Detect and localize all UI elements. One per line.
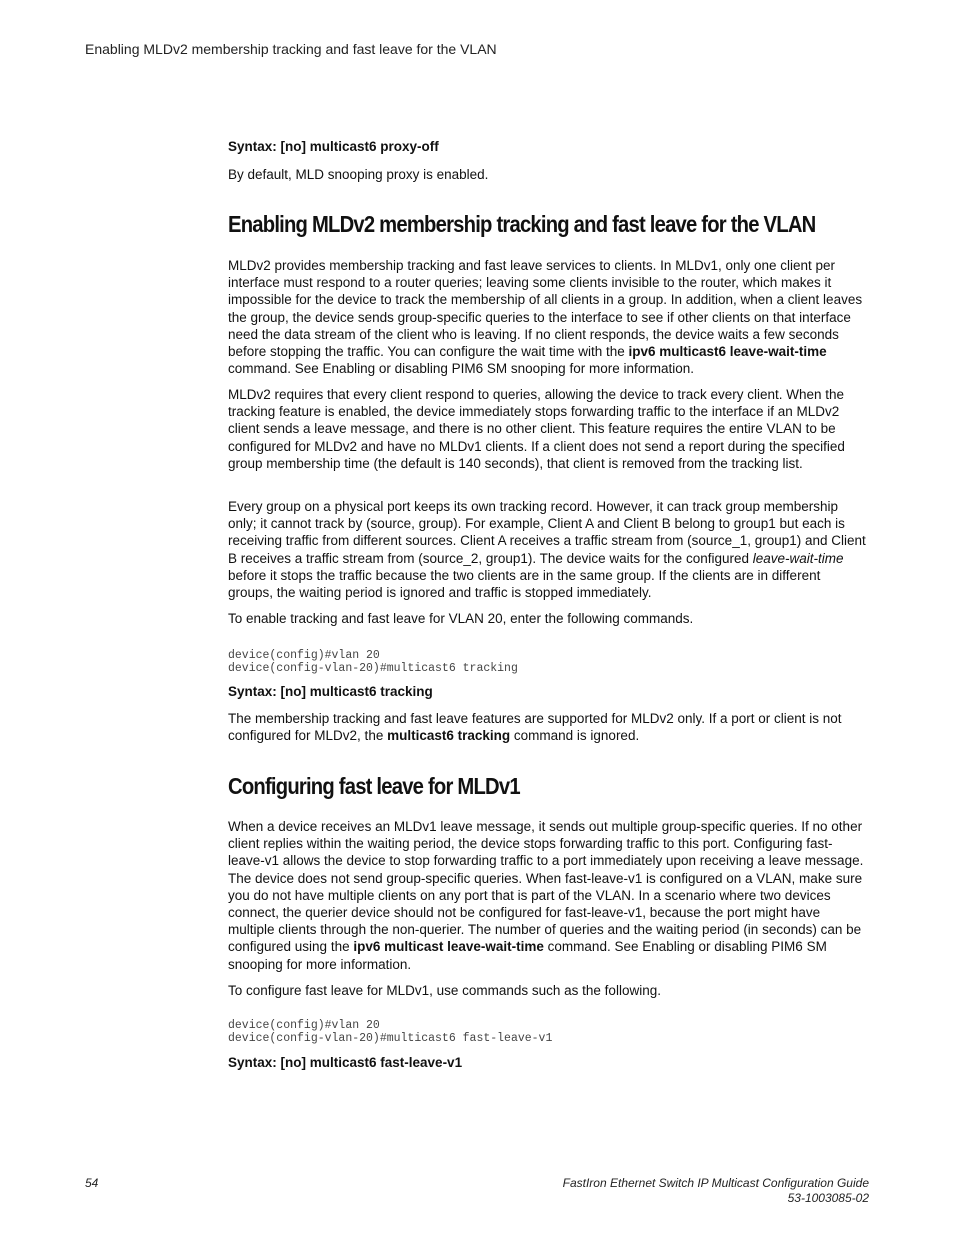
running-header: Enabling MLDv2 membership tracking and fast leave for the VLAN xyxy=(85,41,497,57)
paragraph: MLDv2 requires that every client respond to queries, allowing the device to track every client. When the tracking feature is enabled, the device immediately stops forwarding traffic to the interface if an MLDv2 client sends a leave message, and there is no other client. This feature requires the entire VLAN to be configured for MLDv2 and have no MLDv1 clients. If a client does not send a report during the specified group membership time (the default is 140 seconds), that client is removed from the tracking list. xyxy=(228,387,845,471)
command-ref: ipv6 multicast6 leave-wait-time xyxy=(628,344,827,360)
syntax-proxy-off: Syntax: [no] multicast6 proxy-off xyxy=(228,139,439,154)
paragraph: When a device receives an MLDv1 leave message, it sends out multiple group-specific queries. If no other client replies within the waiting period, the device stops forwarding traffic to this port. Configuring fast-leave-v1 allows the device to stop forwarding traffic to a port immediately upon receiving a leave message. The device does not send group-specific queries. When fast-leave-v1 is configured on a VLAN, make sure you do not have multiple clients on any port that is part of the VLAN. In a scenario where two devices connect, the querier device should not be configured for fast-leave-v1, because the port might have multiple clients through the non-querier. The number of queries and the waiting period (in seconds) can be configured using the ipv6 multicast leave-wait-time command. See Enabling or disabling PIM6 SM snooping for more information. xyxy=(228,819,864,972)
paragraph: MLDv2 provides membership tracking and fast leave services to clients. In MLDv1, only one client per interface must respond to a router queries; leaving some clients invisible to the router, which makes it impossible for the device to track the membership of all clients in a group. In addition, when a client leaves the group, the device sends group-specific queries to the interface to see if other clients on that interface need the data stream of the client who is leaving. If no client responds, the device waits a few seconds before stopping the traffic. You can configure the wait time with the ipv6 multicast6 leave-wait-time command. See Enabling or disabling PIM6 SM snooping for more information. xyxy=(228,258,863,377)
page-number: 54 xyxy=(85,1176,99,1190)
guide-title: FastIron Ethernet Switch IP Multicast Configuration Guide xyxy=(562,1176,869,1190)
code-block-fast-leave: device(config)#vlan 20 device(config-vlan-20)#multicast6 fast-leave-v1 xyxy=(228,1019,553,1045)
doc-number: 53-1003085-02 xyxy=(787,1191,869,1205)
paragraph: To enable tracking and fast leave for VLAN 20, enter the following commands. xyxy=(228,611,694,626)
paragraph: To configure fast leave for MLDv1, use commands such as the following. xyxy=(228,983,661,998)
proxy-default-note: By default, MLD snooping proxy is enabled. xyxy=(228,167,489,182)
syntax-fast-leave: Syntax: [no] multicast6 fast-leave-v1 xyxy=(228,1055,463,1070)
command-ref: ipv6 multicast leave-wait-time xyxy=(353,939,544,955)
parameter-ref: leave-wait-time xyxy=(752,550,844,566)
code-block-tracking: device(config)#vlan 20 device(config-vlan-20)#multicast6 tracking xyxy=(228,649,518,675)
paragraph: The membership tracking and fast leave features are supported for MLDv2 only. If a port or client is not configured for MLDv2, the multicast6 tracking command is ignored. xyxy=(228,711,842,744)
syntax-tracking: Syntax: [no] multicast6 tracking xyxy=(228,684,433,699)
section-title-mldv2-tracking: Enabling MLDv2 membership tracking and fast leave for the VLAN xyxy=(228,211,816,237)
command-ref: multicast6 tracking xyxy=(387,728,511,744)
footer-doc-info xyxy=(563,1176,869,1206)
section-title-fast-leave-mldv1: Configuring fast leave for MLDv1 xyxy=(228,773,520,799)
paragraph: Every group on a physical port keeps its own tracking record. However, it can track group membership only; it cannot track by (source, group). For example, Client A and Client B belong to group1 but each is receiving traffic from different sources. Client A receives a traffic stream from (source_1, group1) and Client B receives a traffic stream from (source_2, group1). The device waits for the configured leave-wait-time before it stops the traffic because the two clients are in the same group. If the clients are in different groups, the waiting period is ignored and traffic is stopped immediately. xyxy=(228,499,866,601)
